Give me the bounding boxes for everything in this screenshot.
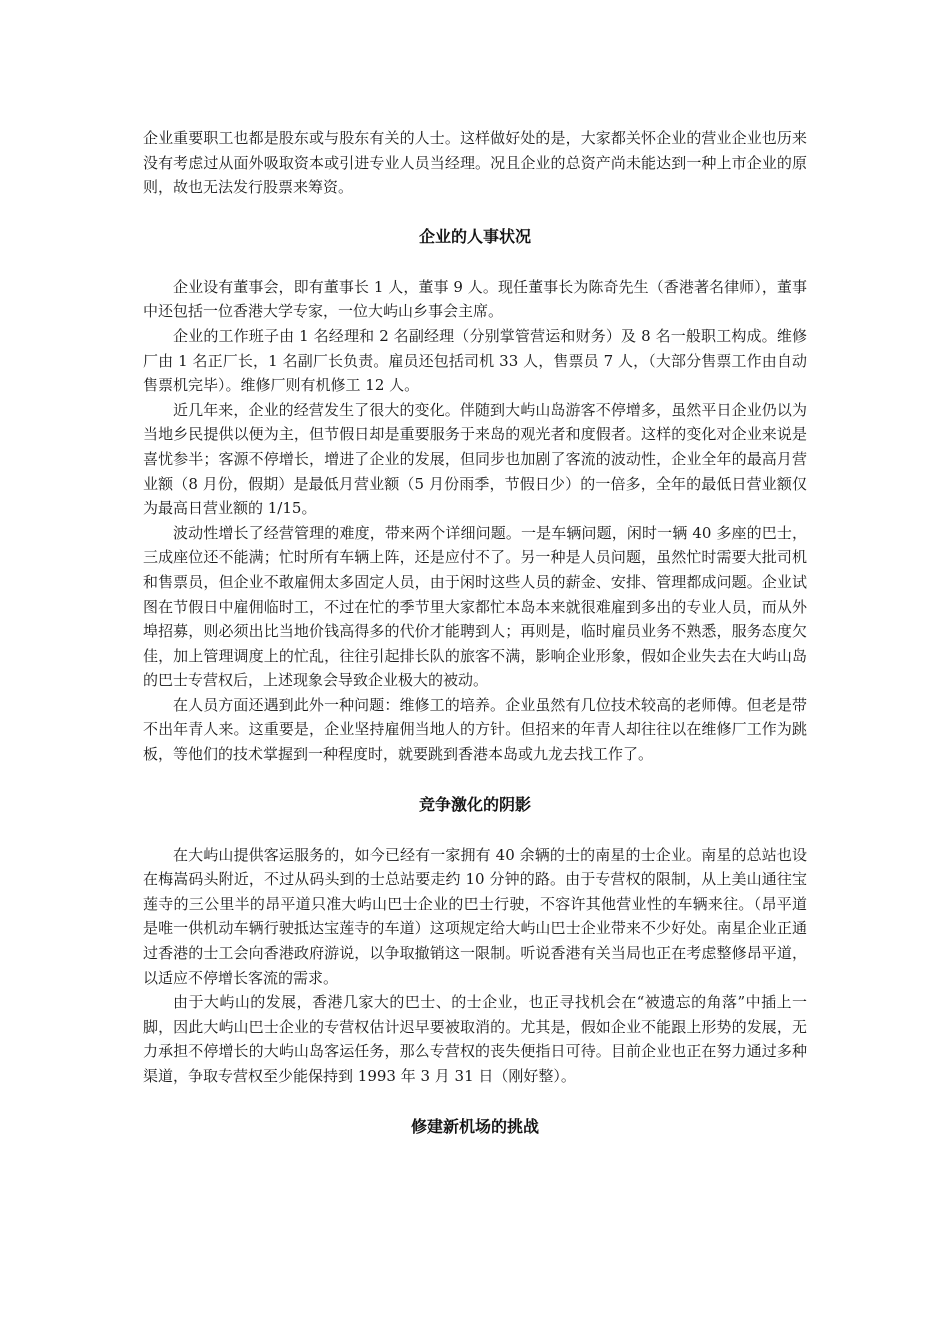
section-heading-airport: 修建新机场的挑战 <box>410 1116 539 1136</box>
paragraph: 近几年来，企业的经营发生了很大的变化。伴随到大屿山岛游客不停增多，虽然平日企业仍以为当地乡民提供以便为主，但节假日却是重要服务于来岛的观光者和度假者。这样的变化对企业来说是喜忧参半；客源不停增长，增进了企业的发展，但同步也加剧了客流的波动性，企业全年的最高月营业额（8 月份，假期）是最低月营业额（5 月份雨季，节假日少）的一倍多，全年的最低日营业额仅为最高日营业额的 1/15。 <box>143 400 807 518</box>
paragraph: 企业的工作班子由 1 名经理和 2 名副经理（分别掌管营运和财务）及 8 名一般职工构成。维修厂由 1 名正厂长，1 名副厂长负责。雇员还包括司机 33 人，售票员 7 人，（大部分售票工作由自动售票机完毕）。维修厂则有机修工 12 人。 <box>143 326 807 395</box>
section-heading-personnel: 企业的人事状况 <box>418 226 531 246</box>
paragraph: 波动性增长了经营管理的难度，带来两个详细问题。一是车辆问题，闲时一辆 40 多座的巴士，三成座位还不能满；忙时所有车辆上阵，还是应付不了。另一种是人员问题，虽然忙时需要大批司机和售票员，但企业不敢雇佣太多固定人员，由于闲时这些人员的薪金、安排、管理都成问题。企业试图在节假日中雇佣临时工，不过在忙的季节里大家都忙本岛本来就很难雇到多出的专业人员，而从外埠招募，则必须出比当地价钱高得多的代价才能聘到人；再则是，临时雇员业务不熟悉，服务态度欠佳，加上管理调度上的忙乱，往往引起排长队的旅客不满，影响企业形象，假如企业失去在大屿山岛的巴士专营权后，上述现象会导致企业极大的被动。 <box>143 523 807 690</box>
section-heading-competition: 竞争激化的阴影 <box>418 794 531 814</box>
paragraph: 在人员方面还遇到此外一种问题：维修工的培养。企业虽然有几位技术较高的老师傅。但老是带不出年青人来。这重要是，企业坚持雇佣当地人的方针。但招来的年青人却往往以在维修厂工作为跳板，等他们的技术掌握到一种程度时，就要跳到香港本岛或九龙去找工作了。 <box>143 695 807 764</box>
paragraph: 企业设有董事会，即有董事长 1 人，董事 9 人。现任董事长为陈奇先生（香港著名律师），董事中还包括一位香港大学专家，一位大屿山乡事会主席。 <box>143 277 807 321</box>
document-page <box>143 126 807 1139</box>
paragraph: 由于大屿山的发展，香港几家大的巴士、的士企业，也正寻找机会在“被遗忘的角落”中插上一脚，因此大屿山巴士企业的专营权估计迟早要被取消的。尤其是，假如企业不能跟上形势的发展，无力承担不停增长的大屿山岛客运任务，那么专营权的丧失便指日可待。目前企业也正在努力通过多种渠道，争取专营权至少能保持到 1993 年 3 月 31 日（刚好整）。 <box>143 993 807 1085</box>
intro-paragraph: 企业重要职工也都是股东或与股东有关的人士。这样做好处的是，大家都关怀企业的营业企业也历来没有考虑过从面外吸取资本或引进专业人员当经理。况且企业的总资产尚未能达到一种上市企业的原则，故也无法发行股票来筹资。 <box>143 129 807 197</box>
paragraph: 在大屿山提供客运服务的，如今已经有一家拥有 40 余辆的士的南星的士企业。南星的总站也设在梅嵩码头附近，不过从码头到的士总站要走约 10 分钟的路。由于专营权的限制，从上美山通往宝莲寺的三公里半的昂平道只准大屿山巴士企业的巴士行驶，不容许其他营业性的车辆来往。（昂平道是唯一供机动车辆行驶抵达宝莲寺的车道）这项规定给大屿山巴士企业带来不少好处。南星企业正通过香港的士工会向香港政府游说，以争取撤销这一限制。听说香港有关当局也正在考虑整修昂平道，以适应不停增长客流的需求。 <box>143 845 807 987</box>
